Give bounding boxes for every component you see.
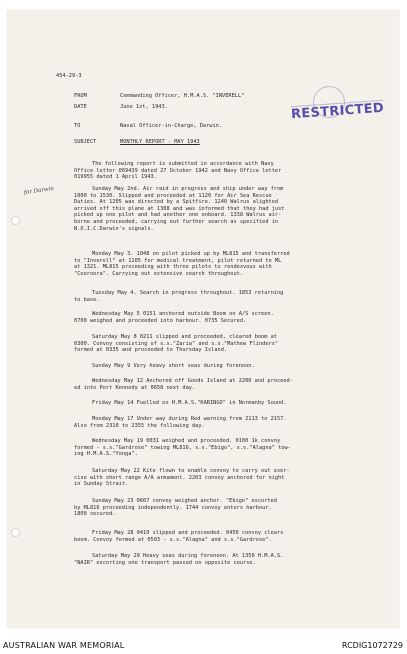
handwritten-margin-note: for Darwin [23, 185, 55, 197]
paragraph [74, 498, 277, 518]
line: by ML816 proceeding independently. 1744 convoy enters harbour. [74, 504, 272, 511]
header-key: SUBJECT [74, 139, 97, 145]
line: Friday May 14 Fuelled ex H.M.A.S."KARINGO" in Normanby Sound. [92, 400, 287, 406]
punch-hole [11, 216, 20, 225]
paragraph [74, 186, 284, 232]
header-value: Commanding Officer, H.M.A.S. "INVERELL" [120, 93, 245, 99]
paragraph [74, 161, 281, 181]
line: Wednesday May 19 0031 weighed and proceeded. 0100 1k convoy [92, 438, 281, 444]
header-value: Naval Officer-in-Charge, Darwin. [120, 123, 223, 129]
line: 1000 to 1530. Slipped and proceeded at 1120 for Air Sea Rescue [74, 192, 272, 199]
header-value: June 1st, 1943. [120, 104, 168, 110]
paragraph [74, 290, 283, 303]
line: picked up one pilot and had another one onboard. 1338 Walrus air- [74, 212, 282, 219]
line: Tuesday May 4. Search in progress throughout. 1853 returning [92, 290, 284, 296]
line: Sunday May 23 0607 convoy weighed anchor. "Ebigo" escorted [92, 498, 277, 504]
paragraph [74, 378, 293, 391]
header-row [74, 123, 222, 129]
line: formed - s.s."Gardrose" towing ML816, s.s."Ebigo", s.s."Alagna" tow- [74, 444, 291, 451]
header-row [74, 139, 200, 145]
line: Monday May 17 Under way during Red warning from 2113 to 2157. [92, 416, 287, 422]
header-row [74, 104, 168, 110]
line: Friday May 28 0410 slipped and proceeded. 0450 convoy clears [92, 530, 284, 536]
line: Sunday May 9 Very heavy short seas during forenoon. [92, 363, 255, 369]
line: 1800 secured. [74, 511, 116, 518]
line: arrived off this plane at 1308 and was informed that they had just [74, 205, 285, 212]
paragraph [74, 334, 278, 354]
paragraph [74, 251, 290, 277]
paragraph [74, 438, 291, 458]
line: Wednesday May 5 0151 anchored outside Boom on A/S screen. [92, 311, 274, 317]
subject-value: MONTHLY REPORT - MAY 1943 [120, 139, 200, 145]
line: at 1321. ML815 proceeding with three pilots to rendezvous with [74, 264, 272, 271]
line: Saturday May 29 Heavy seas during forenoon. At 1350 H.M.A.S. [92, 553, 284, 559]
line: Monday May 3. 1048 on pilot picked up by ML815 and transferred [92, 251, 290, 257]
paragraph [74, 363, 255, 370]
line: Office letter 069439 dated 27 October 1942 and Navy Office letter [74, 167, 282, 174]
line: ing H.M.A.S."Yonga". [74, 451, 138, 458]
paragraph [74, 311, 274, 324]
line: formed at 0335 and proceeded to Thursday Island. [74, 347, 228, 354]
line: to "Inverell" at 1105 for medical treatment, pilot returned to ML [74, 257, 282, 264]
line: "Cooroora". Carrying out extensive search throughout. [74, 270, 244, 277]
line: to base. [74, 296, 100, 303]
line: N.O.I.C.Darwin's signals. [74, 225, 154, 232]
paragraph [74, 468, 290, 488]
restricted-stamp: RESTRICTED [290, 100, 385, 123]
line: cise with short range A/A armament. 2203 convoy anchored for night [74, 474, 285, 481]
header-key: DATE [74, 104, 87, 110]
line: boom. Convoy formed at 0503 - s.s."Alagna" and s.s."Gardrose". [74, 536, 272, 543]
line: "NAIR" escorting one transport passed on opposite course. [74, 559, 256, 566]
paragraph [74, 416, 287, 429]
header-key: TO [74, 123, 81, 129]
line: Sunday May 2nd. Air raid in progress and ship under way from [92, 186, 284, 192]
line: The following report is submitted in accordance with Navy [92, 161, 274, 167]
archive-footer [0, 638, 407, 654]
header-row [74, 93, 244, 99]
line: Duties. At 1205 was directed by a Spitfire. 1240 Walrus alighted [74, 199, 279, 206]
line: Also from 2310 to 2355 the following day. [74, 422, 205, 429]
archive-id: RCDIG1072729 [341, 641, 403, 650]
paragraph [74, 530, 283, 543]
paragraph [74, 553, 283, 566]
line: Saturday May 22 Kite flown to enable convoy to carry out exer- [92, 468, 290, 474]
line: in Sunday Strait. [74, 481, 129, 488]
line: 0300. Convoy consisting of s.s."Zaria" and s.s."Mathew Flinders" [74, 340, 279, 347]
line: Saturday May 8 0211 slipped and proceeded, cleared boom at [92, 334, 277, 340]
reference-number: 454-29-3 [56, 73, 82, 79]
punch-hole [11, 528, 20, 537]
line: ed into Port Kennedy at 0658 next day. [74, 384, 196, 391]
line: borne and proceeded, carrying out further search as specified in [74, 218, 279, 225]
archive-name: AUSTRALIAN WAR MEMORIAL [3, 641, 125, 650]
paragraph [74, 400, 287, 407]
header-key: FROM [74, 93, 87, 99]
line: Wednesday May 12 Anchored off Goods Island at 2200 and proceed- [92, 378, 293, 384]
line: 0700 weighed and proceeded into harbour. 0735 Secured. [74, 317, 247, 324]
line: 019955 dated 1 April 1943. [74, 174, 157, 181]
